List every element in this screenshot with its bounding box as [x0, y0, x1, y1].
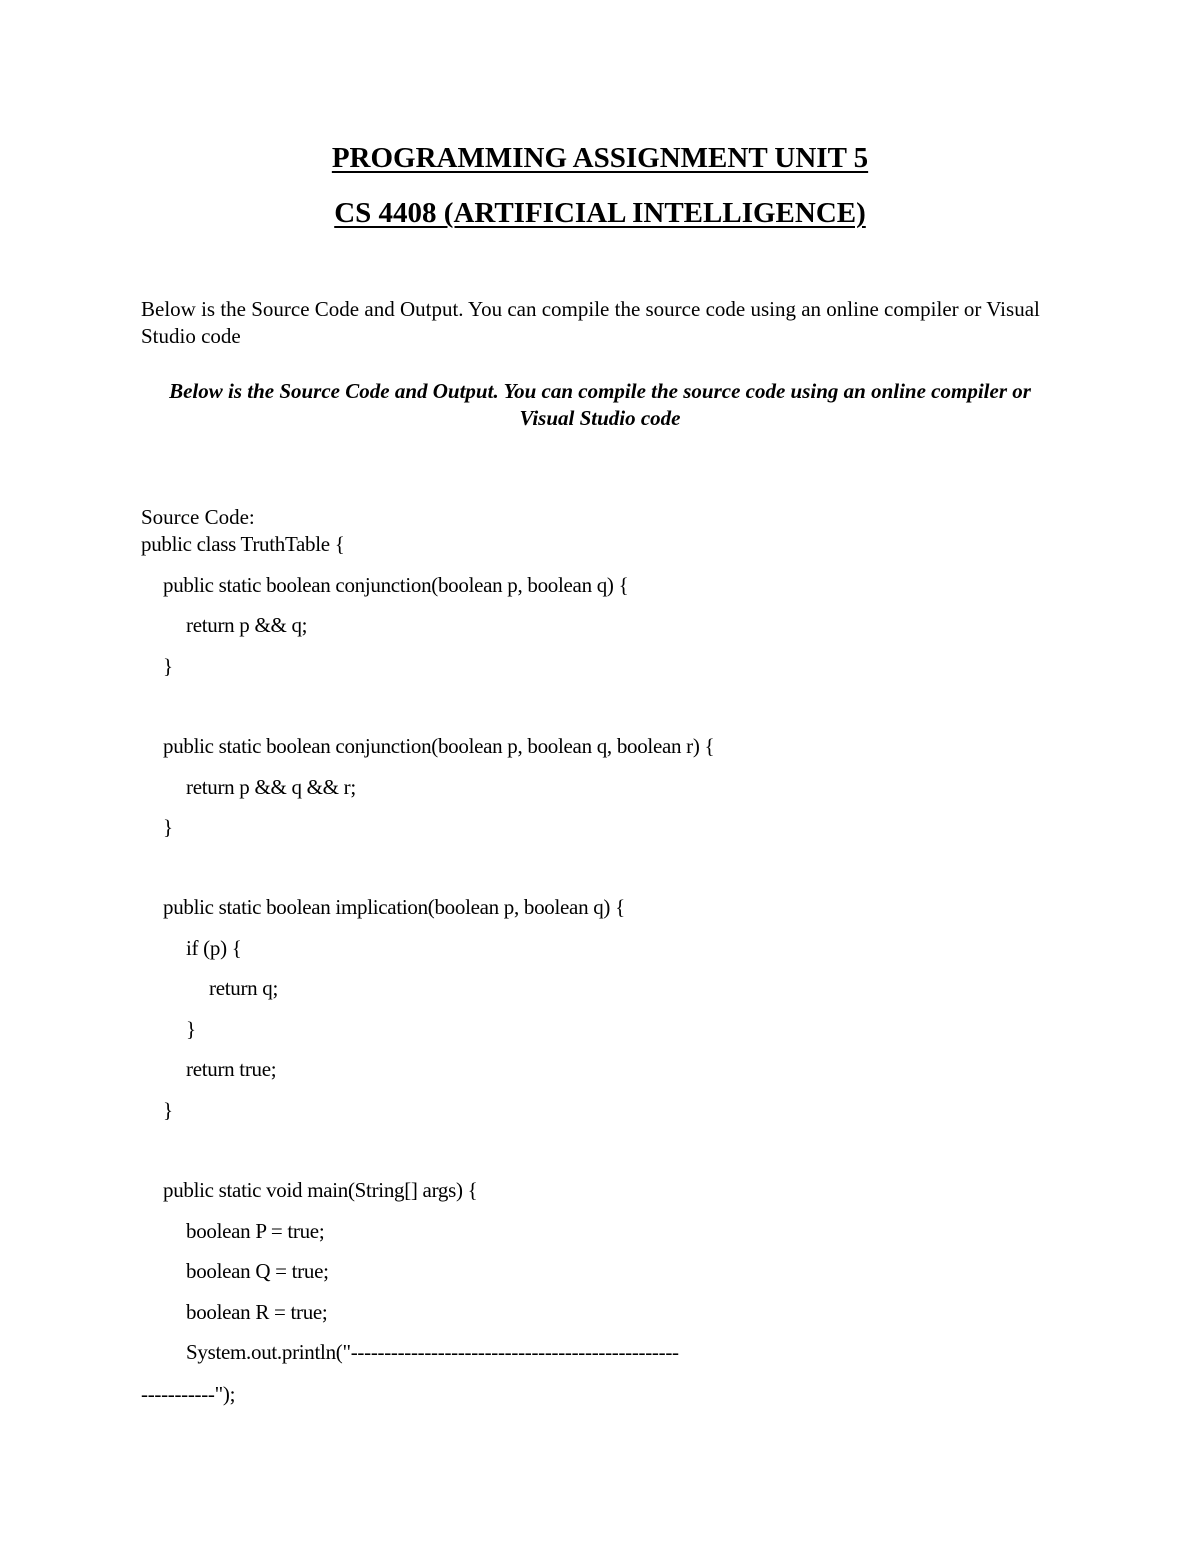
code-line-boolean-p: boolean P = true; — [186, 1219, 325, 1243]
code-line-conjunction3-sig: public static boolean conjunction(boolean p, boolean q, boolean r) { — [163, 734, 715, 758]
code-line-close-brace: } — [163, 1098, 173, 1122]
code-line-conjunction2-return: return p && q; — [186, 613, 308, 637]
code-line-println: System.out.println("------------------------------------------------- — [186, 1340, 679, 1364]
code-line-return-true: return true; — [186, 1057, 277, 1081]
code-line-return-q: return q; — [209, 976, 279, 1000]
code-line-close-brace: } — [163, 654, 173, 678]
code-line-main-sig: public static void main(String[] args) { — [163, 1178, 478, 1202]
code-line-implication-sig: public static boolean implication(boolean p, boolean q) { — [163, 895, 625, 919]
code-line-close-brace: } — [163, 815, 173, 839]
intro-emphasis-paragraph: Below is the Source Code and Output. You can compile the source code using an online compiler or Visual Studio code — [169, 379, 1031, 430]
page-title: PROGRAMMING ASSIGNMENT UNIT 5 — [331, 142, 869, 174]
code-line-conjunction2-sig: public static boolean conjunction(boolean p, boolean q) { — [163, 573, 629, 597]
code-line-if: if (p) { — [186, 936, 242, 960]
intro-paragraph: Below is the Source Code and Output. You can compile the source code using an online compiler or Visual Studio code — [141, 297, 1040, 348]
course-title: CS 4408 (ARTIFICIAL INTELLIGENCE) — [334, 197, 866, 229]
code-line-class-decl: public class TruthTable { — [141, 532, 345, 556]
code-line-boolean-q: boolean Q = true; — [186, 1259, 329, 1283]
code-line-boolean-r: boolean R = true; — [186, 1300, 328, 1324]
code-line-close-brace: } — [186, 1017, 196, 1041]
code-line-conjunction3-return: return p && q && r; — [186, 775, 356, 799]
source-code-label: Source Code: — [141, 505, 255, 529]
code-line-println-continued: -----------"); — [141, 1382, 236, 1406]
